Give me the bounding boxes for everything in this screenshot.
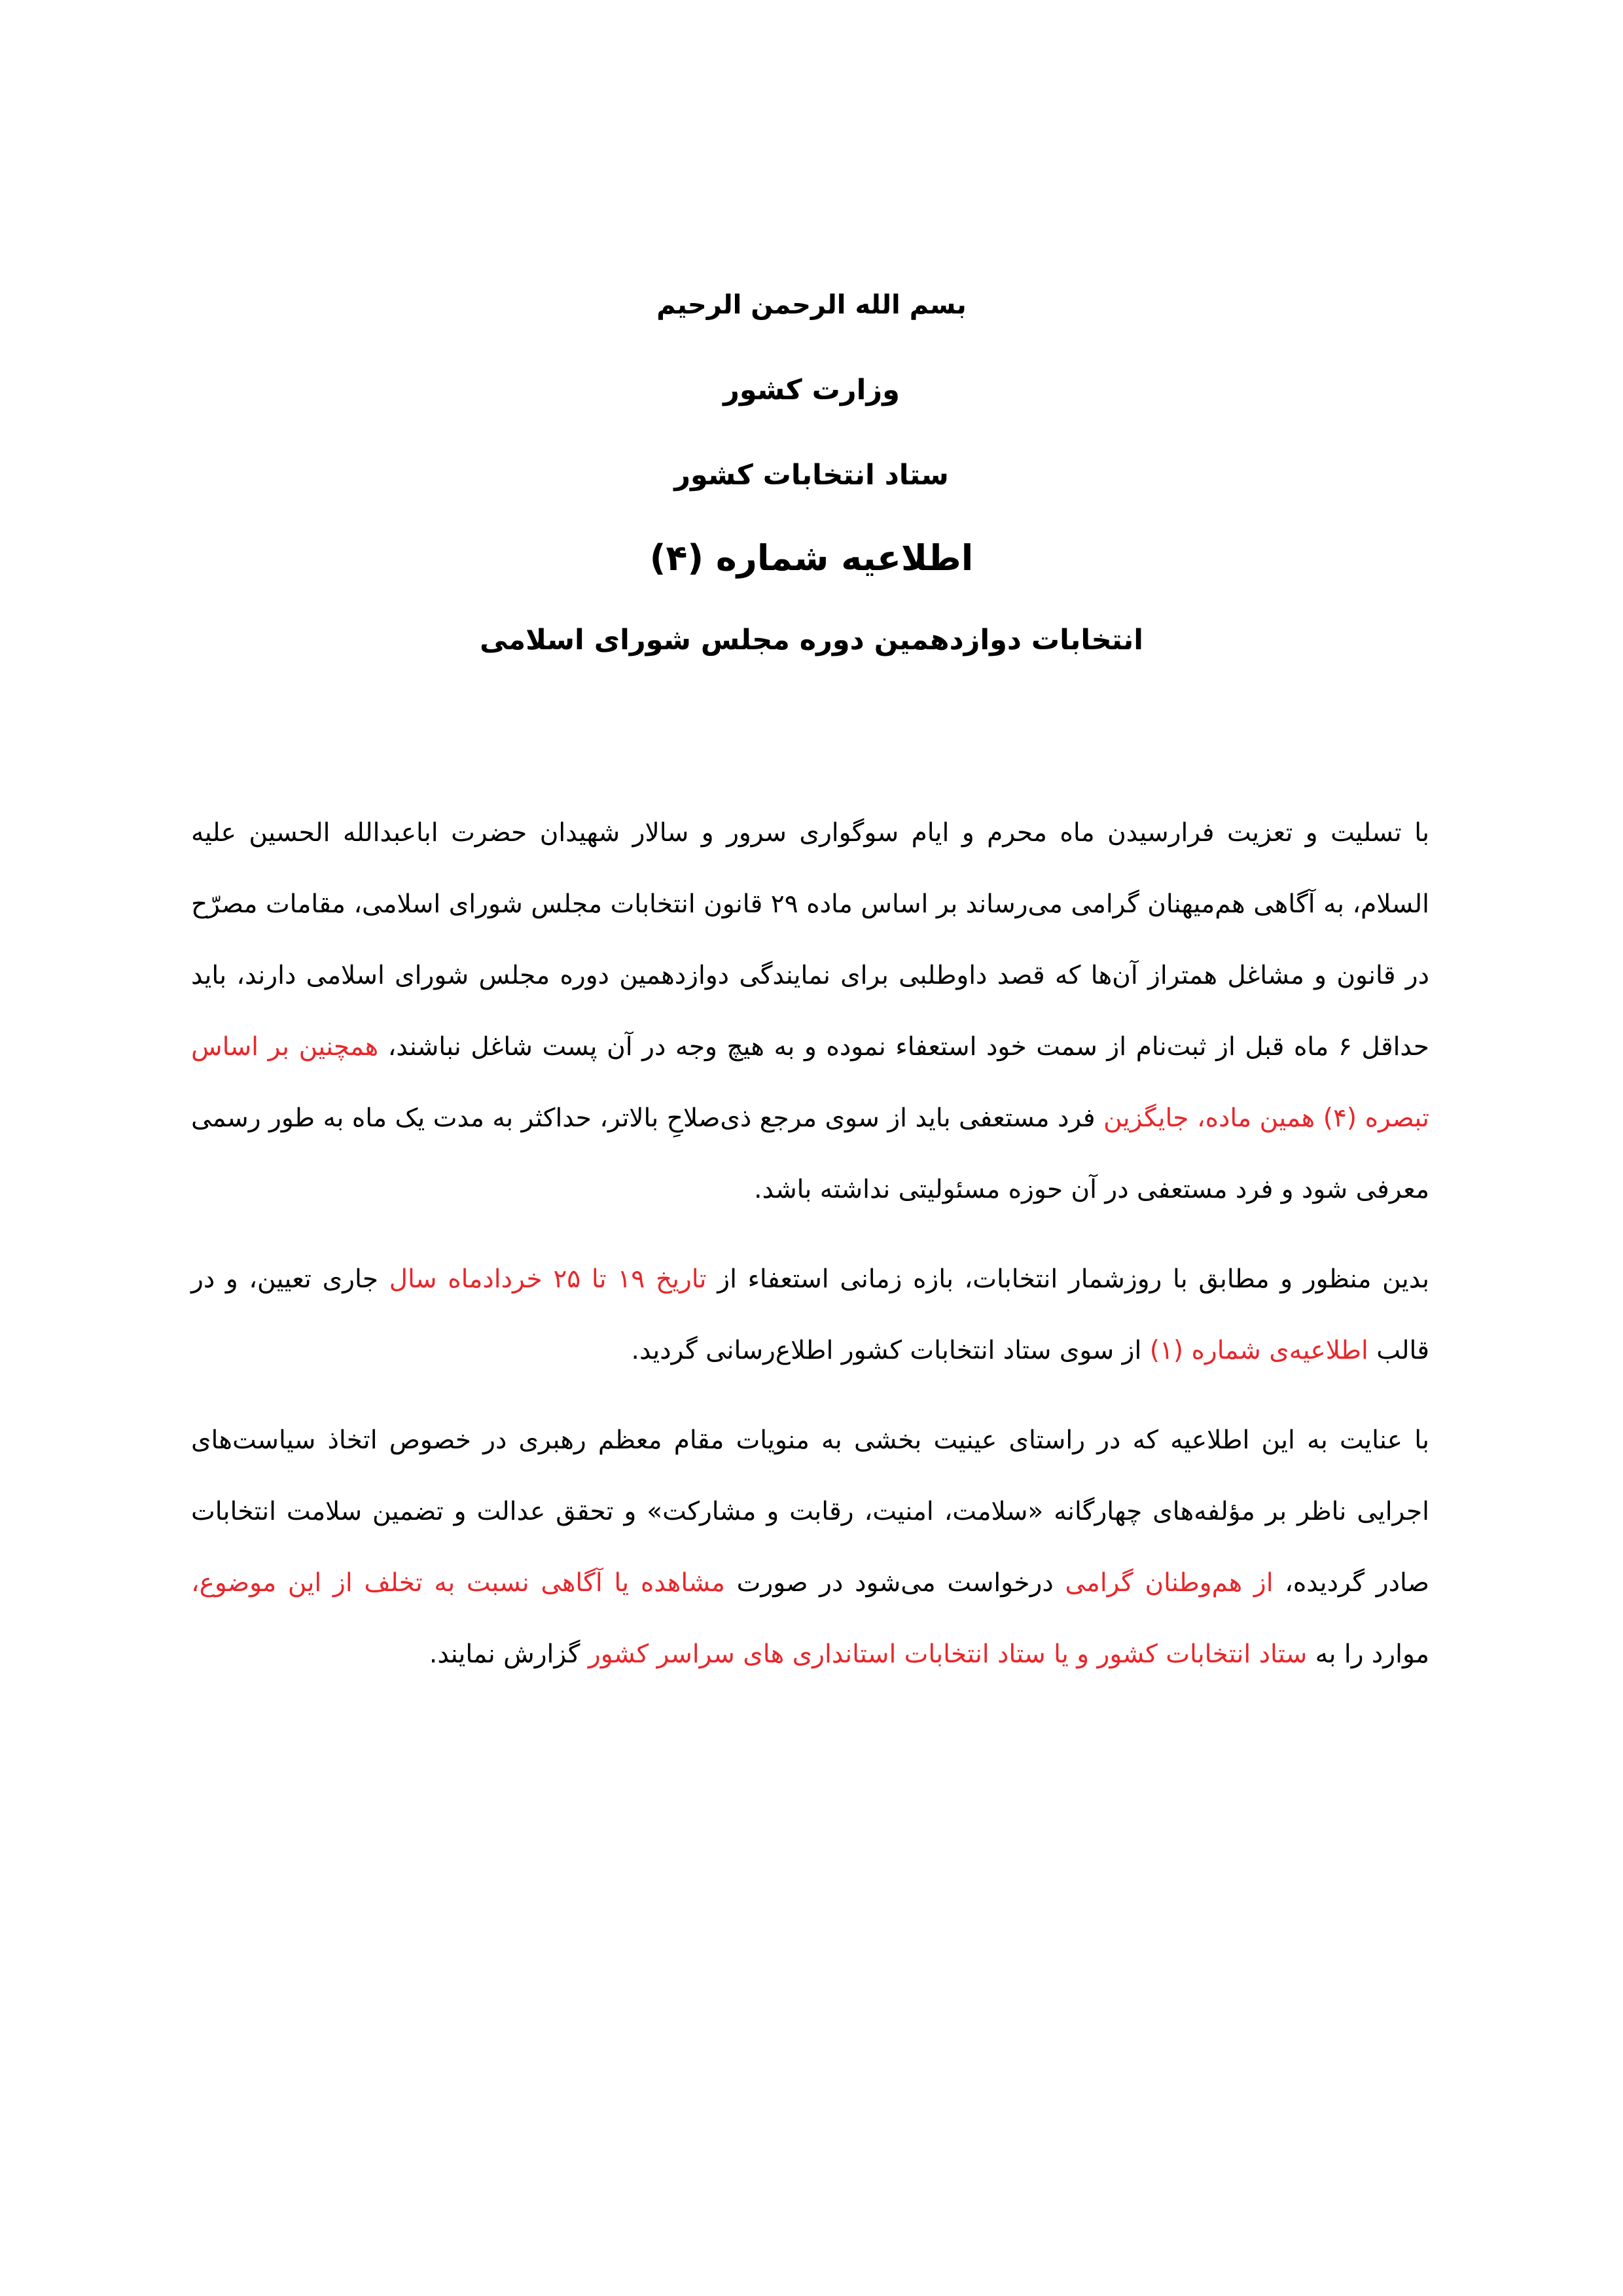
paragraph-text: فرد مستعفی باید از سوی مرجع ذی‌صلاحِ بالاتر، حداکثر به مدت یک ماه به طور رسمی معرفی شود و فرد مستعفی در آن حوزه مسئولیتی نداشته باشد. — [191, 1103, 1429, 1204]
paragraph-text: از سوی ستاد انتخابات کشور اطلاع‌رسانی گردید. — [631, 1336, 1150, 1365]
paragraph-text: درخواست می‌شود در صورت — [724, 1568, 1065, 1598]
highlighted-text: مشاهده یا آگاهی نسبت به تخلف از این موضوع، — [191, 1568, 725, 1598]
basmala: بسم الله الرحمن الرحیم — [656, 290, 967, 320]
paragraph-text: با تسلیت و تعزیت فرارسیدن ماه محرم و ایام سوگواری سرور و سالار شهیدان حضرت اباعبدالله الحسین علیه السلام، به آگاهی هم‌میهنان گرامی می‌رساند بر اساس ماده ۲۹ قانون انتخابات مجلس شورای اسلامی، مقامات مصرّح در قانون و مشاغل همتراز آن‌ها که قصد داوطلبی برای نمایندگی دوازدهمین دوره مجلس شورای اسلامی دارند، باید حداقل ۶ ماه قبل از ثبت‌نام از سمت خود استعفاء نموده و به هیچ وجه در آن پست شاغل نباشند، — [191, 818, 1430, 1062]
paragraph-2 — [191, 1244, 1429, 1386]
document-header — [0, 288, 1623, 658]
paragraph-3 — [191, 1405, 1429, 1690]
highlighted-text: همچنین بر اساس تبصره (۴) همین ماده، جایگزین — [191, 1032, 1429, 1133]
paragraph-1 — [191, 797, 1429, 1225]
highlighted-text: ستاد انتخابات کشور و یا ستاد انتخابات استانداری های سراسر کشور — [588, 1640, 1308, 1669]
highlighted-text: تاریخ ۱۹ تا ۲۵ خردادماه سال — [389, 1265, 707, 1294]
paragraph-text: موارد را به — [1307, 1640, 1429, 1669]
ministry-name: وزارت کشور — [723, 374, 900, 406]
paragraph-text: بدین منظور و مطابق با روزشمار انتخابات، بازه زمانی استعفاء از — [706, 1265, 1430, 1294]
highlighted-text: اطلاعیه‌ی شماره (۱) — [1149, 1336, 1368, 1365]
election-title: انتخابات دوازدهمین دوره مجلس شورای اسلامی — [479, 624, 1143, 656]
paragraph-text: جاری تعیین، و در قالب — [191, 1265, 1429, 1365]
highlighted-text: از هم‌وطنان گرامی — [1065, 1568, 1274, 1598]
notice-title: اطلاعیه شماره (۴) — [649, 537, 974, 579]
paragraph-text: با عنایت به این اطلاعیه که در راستای عینیت بخشی به منویات مقام معظم رهبری در خصوص اتخاذ سیاست‌های اجرایی ناظر بر مؤلفه‌های چهارگانه «سلامت، امنیت، رقابت و مشارکت» و تحقق عدالت و تضمین سلامت انتخابات صادر گردیده، — [191, 1426, 1429, 1598]
document-body — [191, 797, 1429, 1708]
headquarters-name: ستاد انتخابات کشور — [674, 459, 949, 492]
paragraph-text: گزارش نمایند. — [429, 1640, 588, 1669]
